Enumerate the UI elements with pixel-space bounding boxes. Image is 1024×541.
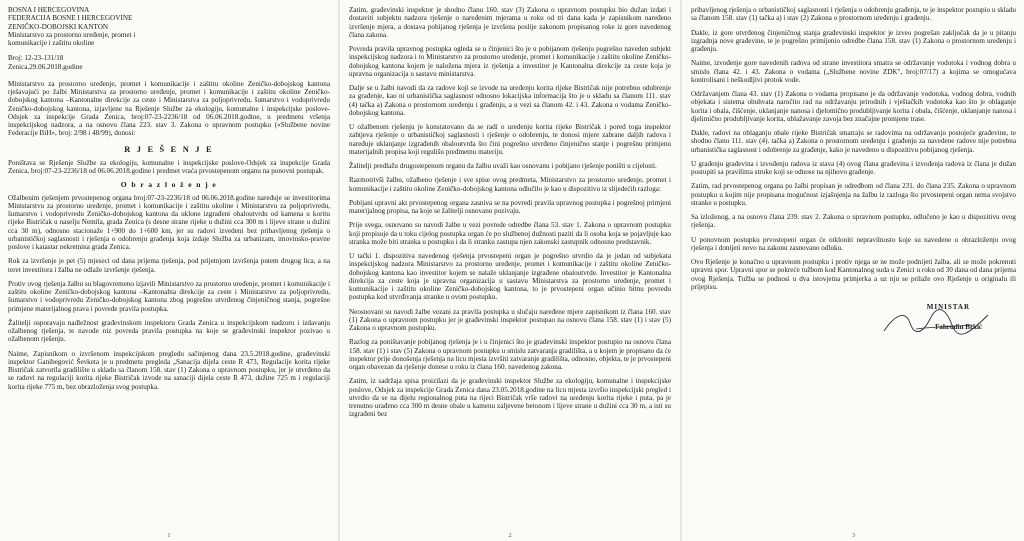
- decision-paragraph: Poništava se Rješenje Službe za ekologiju, komunalne i inspekcijske poslove-Odsjek za inspekcije Grada Zenica, broj:07-23-2236/18 od 06.06.2018.godine i predmet vraća prvostepenom organu na ponovni postupak.: [8, 158, 330, 175]
- page-number: 3: [851, 532, 856, 539]
- body-paragraph: Dalje se u žalbi navodi da za radove koji se izvode na uređenju korita rijeke Bistričak nije potrebno odobrenje za građenje, kao ni urbanistička saglasnost odnosno lokacijska informacija što je u skladu sa članom 111. stav (4) tačka a) Zakona o prostornom uređenju i građenju, a u vezi sa članom 42. i 43. Zakona o vodama Zeničko-dobojskog kantona.: [349, 84, 671, 117]
- body-paragraph: U građenju građevina i izvođenju radova iz stava (4) ovog člana građevina i izvođenja radova iz člana je dužan postupiti sa pravilima struke koji se odnose na njihovo građenje.: [691, 159, 1016, 176]
- body-paragraph: Protiv ovog rješenja žalbu su blagovremeno izjavili Ministarstvo za prostorno uređenje, promet i komunikacije i zaštitu okoline Zeničko-dobojskog kantona –Kantonalna direkcije za ceste i Ministarstvo za poljoprivredu, šumarstvo i vodoprivredu Zeničko-dobojskog kantona zbog pogrešno utvrđenog činjeničnog stanja, pogrešne primjene materijalnog prava i povrede pravila postupka.: [8, 279, 330, 313]
- body-paragraph: Zatim, iz sadržaja spisa proizilazi da je građevinski inspektor Službe za ekologiju, komunalne i inspekcijske poslove, Odsjek za inspekcije Grada Zenica dana 23.05.2018.godine na licu mjesta izvršio inspekcijski pregled i utvrdio da se na dijelu regionalnog puta na rijeci Bistričak vrše radovi na uređenju korita rijeke i puta, pa je trenutno urađeno cca 300 m desne obale u kamenu zaljevene betonom i lijeve strane u dužini cca 30 m, a isti su izgrađeni bez: [349, 377, 671, 419]
- body-paragraph: Naime, izvođenje gore navedenih radova od strane investitora smatra se održavanje vodotoka i vodnog dobra u smislu člana 42. i 43. Zakona o vodama („Službene novine ZDK", broj:07/17) a kojima se omogućava kontrolisani i neškodljivi protok vode.: [691, 59, 1016, 84]
- body-paragraph: Žalitelji osporavaju nadležnost građevinskom inspektoru Grada Zenica u inspekcijskom nadzoru i izdavanju ožalbenog rješenja, te navode niz povreda pravila postupka na koje se građevinski inspektor pozivao u ožalbenom rješenju.: [8, 318, 330, 344]
- body-paragraph: Naime, Zapisnikom o izvršenom inspekcijskom pregledu sačinjenog dana 23.5.2018.godine, građevinski inspektor Ganibegović Ševketa je u predmetu pregleda „Sanacija dijela ceste R 473, Regulacije korita rijeke Bistričak zatvorila gradilište u skladu sa članom 158. stav (1) Zakona o upravnom postupku, jer je utvrđeno da se radovi na regulaciji korita rijeke Bistričak izvode na sanaciji dijela ceste R 473, dužine 725 m i regulaciji korita rijeke 775 m, bez obrazloženja svog postupka.: [8, 349, 330, 391]
- page-divider: [338, 0, 340, 541]
- page-divider: [680, 0, 682, 541]
- page-number: 1: [167, 532, 171, 539]
- signature-block: [691, 303, 1016, 347]
- letterhead-line: BOSNA I HERCEGOVINA: [8, 6, 90, 14]
- body-paragraph: Ovo Rješenje je konačno u upravnom postupku i protiv njega se ne može podnijeti žalba, ali se može pokrenuti upravni spor. Upravni spor se pokreće tužbom kod Kantonalnog suda u Zenici u roku od 30 dana od dana prijema ovog Rješenja. Tužba se podnosi u dva istovjetna primjerka a uz nju se prilaže ovo Rješenje u originalu ili prijepisu.: [691, 258, 1016, 291]
- body-paragraph: Rok za izvršenje je pet (5) mjeseci od dana prijema rješenja, pod prijetnjom izvršenja putem drugog lica, a na teret investitora i žalba ne odlaže izvršenje rješenja.: [8, 257, 330, 274]
- body-paragraph: Povreda pravila upravnog postupka ogleda se u činjenici što je u pobijanom rješenju pogrešno naveden subjekt inspekcijskog nadzora i to Ministarstvo za prostorno uređenje, promet i komunikacije i zaštitu okoline Zeničko-dobojskog kantona kojem je naložena mjera iz rješenja a investitor je Kantonalna direkcije za ceste koja je upravna organizacija u sastavu ministarstva.: [349, 45, 671, 78]
- document-page-2: [341, 0, 679, 541]
- signatory-title: MINISTAR: [926, 303, 970, 311]
- body-paragraph: Prije svega, osnovano su navodi žalbe u vezi povrede odredbe člana 53. stav 1. Zakona o upravnom postupku koji propisuje da u toku cijelog postupka organ će po službenoj dužnosti paziti da li osoba koja se pojavljuje kao stranka može biti stranka u postupku i da li stranku zastupa njen zakonski zastupnik odnosno predstavnik.: [349, 221, 671, 246]
- document-page-3: [683, 0, 1024, 541]
- body-paragraph: Sa izloženog, a na osnovu člana 239. stav 2. Zakona o upravnom postupku, odlučeno je kao u dispozitivu ovog rješenja.: [691, 213, 1016, 230]
- body-paragraph: Zatim, građevinski inspektor je shodno članu 160. stav (3) Zakona o upravnom postupku bio dužan izdati i dostaviti subjektu nadzora rješenje o naređenim mjerama u roku od tri dana kada je zapisnikom naređeno izvršenje mjera, a dostava pobijanog rješenja je izvršena poslije zakonom propisanog roke iz gore navedenog člana zakona.: [349, 6, 671, 39]
- document-date: Zenica,29.06.2018.godine: [8, 62, 83, 71]
- decision-heading: R J E Š E N J E: [124, 144, 214, 154]
- page-1-text-column: [8, 6, 330, 527]
- body-paragraph: Ožalbenim rješenjem prvostepenog organa broj:07-23-2236/18 od 06.06.2018.godine naređuje se investitorima Ministarstvu za prostorno uređenje, promet i komunikacije i zaštitu okoline i Ministarstvu za poljoprivredu, šumarstvo i vodoprivredu Zeničko-dobojskog kantona da uklone izgrađeni obaloutvrdu od kamena u koritu rijeke Bistričak u naselju Nemila, grada Zenica (s desne strane rijeke u dužini cca 300 m i lijeve strane u dužini cca 30 m), odnosno stacionaže 1+900 do 1+600 km, jer su radovi izvedeni bez pribavljenog rješenja o urbanističkoj saglasnosti i rješenja o odobrenju građenja koja izdaje Služba za urbanizam, imovinsko-pravne poslove i katastar nekretnina grada Zenica.: [8, 193, 330, 251]
- body-paragraph: Pobijani upravni akt prvostepenog organa zasniva se na povredi pravila upravnog postupka i pogrešnoj primjeni materijalnog propisa, na koje se žalitelji osnovano pozivaju.: [349, 198, 671, 215]
- reasoning-heading: O b r a z l o ž e n j e: [120, 180, 218, 190]
- page-2-text-column: [349, 6, 671, 527]
- letterhead-line: FEDERACIJA BOSNE I HERCEGOVINE: [8, 14, 133, 23]
- document-page-1: [0, 0, 338, 541]
- body-paragraph: U ožalbenom rješenju je konstatovano da se radi o uređenju korita rijeke Bistričak i pored toga inspektor zahtjeva rješenje o urbanističkoj saglasnosti i rješenje o odobrenju, te donosi mjere zabrane daljih radova i naređuje uklanjanje izgrađenih obaloutvrda što čini pogrešno utvrđeno činjenično stanje i pogrešnu primjenu materijalnih propisa koji regulišu predmetnu materiju.: [349, 123, 671, 156]
- body-paragraph: Održavanjem člana 43. stav (1) Zakona o vodama propisano je da održavanje vodotoka, vodnog dobra, vodnih objekata i sistema obuhvata naročito rad na održavanju prirodnih i vještačkih vodotoka kao što je oblaganje korita i obala, čišćenje, uklanjanje nanosa i djelomično produbljivanje korita i obala, čišćenje, uklanjanje nanosa i djelimično produbljivanje korita, ublažavanje zavoja bez značajne promjene trase.: [691, 90, 1016, 123]
- signatory-name: Fahrudin Brkić: [935, 323, 982, 331]
- page-3-text-column: [691, 6, 1016, 527]
- body-paragraph: pribavljenog rješenja o urbanističkoj saglasnosti i rješenja o odobrenju građenja, te je inspektor postupio u skladu sa članom 158. stav (1) tačka a) i stav (2) Zakona o prostornom uređenju i građenju.: [691, 6, 1016, 23]
- body-paragraph: Neosnovani su navodi žalbe vezani za pravila postupka u slučaju naređene mjere zapisnikom iz člana 160. stav (1) Zakona o upravnom postupku jer je građevinski inspektor postupao na osnovu člana 158. stav (1) i stav (5) Zakona o upravnom postupku.: [349, 307, 671, 332]
- body-paragraph: Dakle, radovi na oblaganju obale rijeke Bistričak smatraju se radovima na održavanju postojeće građevine, te shodno članu 111. stav (4). tačka a) Zakona o prostornom uređenju i građenju za navedene radove nije potrebna urbanistička saglasnost i odobrenje za građenje, kako je navedeno u dispozitivu pobijanog rješenja.: [691, 129, 1016, 154]
- body-paragraph: U tački 1. dispozitiva navedenog rješenja prvostepeni organ je pogrešno utvrdio da je jedan od subjekata inspekcijskog nadzora Ministarstvo za prostorno uređenje, promet i komunikacije i zaštitu okoline Zeničko-dobojskog kantona kao investitor kojem se nalaže uklanjanje izgrađene obaloutvrde. Investitor je Kantonalna direkcija za ceste koja je upravna organizacija u sastavu Ministarstva za prostorno uređenje, promet i komunikacije i zaštitu okoline Zeničko-dobojskog kantona, to je prvostepeni organ učinio bitnu povredu postupka kod utvrđivanja stranke u ovom postupku.: [349, 252, 671, 302]
- body-paragraph: Žalitelji predlažu drugostepenom organu da žalbu uvaži kao osnovanu i pobijano rješenje poništi u cijelosti.: [349, 162, 657, 170]
- body-paragraph: U ponovnom postupku prvostepeni organ će otkloniti nepravilnosto koje su navedene u obrazloženju ovog rješenja i donijeti novo na zakonu zasnovano odluku.: [691, 235, 1016, 252]
- letterhead: [8, 6, 330, 47]
- body-paragraph: Razmotrivši žalbu, ožalbeno rješenje i sve spise ovog predmeta, Ministarstvo za prostorno uređenje, promet i komunikacije i zaštitu okoline Zeničko-dobojskog kantona odlučilo je kao u dispozitivu iz slijedećih razloga:: [349, 176, 671, 193]
- page-number: 2: [508, 532, 512, 539]
- body-paragraph: Dakle, iz gore utvrđenog činjeničnog stanja građevinski inspektor je izveo pogrešan zaključak da je u pitanju izgradnja nove građevine, te je pogrešno primijenio odredbe člana 158. stav (1) Zakona o prostornom uređenju i građenju.: [691, 28, 1016, 53]
- body-paragraph: Zatim, rad prvostepenog organa po žalbi propisan je odredbom od člana 231. do člana 235. Zakona o upravnom postupku u kojim nije propisana mogućnost izjašnjenja na žalbu iz razloga što prvostepeni organ nema svojstvo stranke u postupku.: [691, 182, 1016, 207]
- body-paragraph: Razlog za poništavanje pobijanog rješenja je i u činjenici što je građevinski inspektor postupio na osnovu člana 158. stav (1) i stav (5) Zakona o upravnom postupku u smislu zatvaranja gradilišta, a u kojem je propisano da će inspektor prije donošenja rješenja na licu mjesta izvršiti zatvaranje gradilišta, odnosno, objekta, te je prvostepeni organ obavezan da rješenje donese u roku iz člana 160. navedenog zakona.: [349, 338, 671, 371]
- intro-paragraph: Ministarstvo za prostorno uređenje, promet i komunikacije i zaštitu okoline Zeničko-dobojskog kantona rješavajući po žalbi Ministarstva za prostorno uređenje, promet i komunikacije i zaštitu okoline Zeničko-dobojskog kantona –Kantonalne direkcije za ceste i Ministarstva za poljoprivredu, šumarstvo i vodoprivredu Zeničko-dobojskog kantona, izjavljene na Rješenje Službe za ekologiju, komunalne i inspekcijske poslove-Odsjek za inspekcije Grada Zenica, broj:07-23-2236/18 od 06.06.2018.godine, u predmetu vršenja inspekcijskog nadzora, a na osnovu člana 223. stav 3. Zakona o upravnom postupku («Službene novine Federacije BiH», broj: 2/98 i 48/99), donosi:: [8, 79, 330, 138]
- letterhead-line: komunikacije i zaštitu okoline: [8, 39, 95, 47]
- document-meta: [8, 54, 330, 71]
- letterhead-line: ZENIČKO-DOBOJSKI KANTON: [8, 22, 109, 31]
- letterhead-line: Ministarstvo za prostorno uređenje, promet i: [8, 30, 136, 39]
- document-number: Broj: 12-23-131/18: [8, 54, 64, 63]
